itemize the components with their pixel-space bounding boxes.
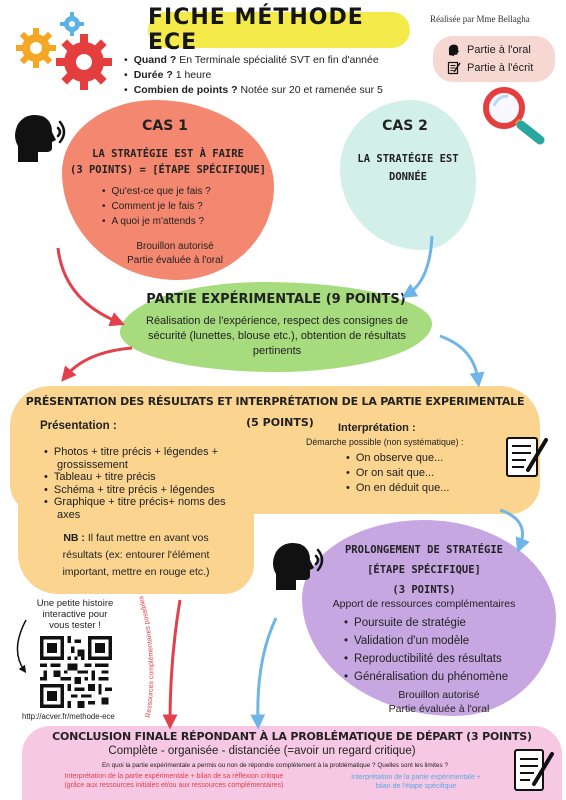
cas1-notes: Brouillon autorisé Partie évaluée à l'oral — [127, 241, 223, 266]
qr-caption: Une petite histoire interactive pour vous tester ! — [36, 598, 114, 631]
list-item: • Schéma + titre précis + légendes — [44, 484, 276, 497]
experimentale-title: PARTIE EXPÉRIMENTALE (9 POINTS) — [146, 292, 406, 307]
cas2-title: CAS 2 — [382, 118, 428, 134]
cas1-subtitle: LA STRATÉGIE EST À FAIRE (3 POINTS) = [ÉTAPE SPÉCIFIQUE] — [70, 148, 266, 176]
list-item: • Comment je le fais ? — [102, 199, 211, 214]
written-note-icon — [512, 746, 556, 796]
list-item: • Or on sait que... — [346, 466, 449, 481]
cas1-title: CAS 1 — [142, 118, 188, 134]
presentation-label: Présentation : — [40, 420, 117, 432]
interpretation-label: Interprétation : — [338, 422, 416, 434]
list-item: • Généralisation du phénomène — [344, 668, 508, 686]
presentation-points: (5 POINTS) — [246, 416, 314, 429]
experimentale-text: Réalisation de l'expérience, respect des consignes de sécurité (lunettes, blouse etc.), obtention de résultats pertinents — [146, 315, 408, 357]
list-item: • Poursuite de stratégie — [344, 614, 508, 632]
prolongement-title: PROLONGEMENT DE STRATÉGIE [ÉTAPE SPÉCIFIQUE] (3 POINTS) — [344, 544, 504, 596]
list-item: • Tableau + titre précis — [44, 471, 276, 484]
list-item: • Graphique + titre précis+ noms des axes — [44, 496, 276, 521]
info-quand: • Quand ? En Terminale spécialité SVT en fin d'année — [124, 53, 383, 68]
info-points: • Combien de points ? Notée sur 20 et ramenée sur 5 — [124, 83, 383, 98]
list-item: • Reproductibilité des résultats — [344, 650, 508, 668]
presentation-nb: NB : Il faut mettre en avant vos résultats (ex: entourer l'élément important, mettre en rouge etc.) — [62, 532, 210, 578]
list-item: • Validation d'un modèle — [344, 632, 508, 650]
arrow-cas2-to-experimentale — [408, 236, 432, 294]
conclusion-left-note: Interprétation de la partie expérimentale + bilan de sa réflexion critique (grâce aux ressources initiales et/ou aux ressources complémentaires) — [64, 773, 284, 789]
interpretation-subtitle: Démarche possible (non systématique) : — [306, 437, 464, 447]
conclusion-right-note: Interprétation de la partie expérimentale + bilan de l'étape spécifique — [351, 774, 481, 790]
conclusion-subtitle: Complète - organisée - distanciée (=avoir un regard critique) — [108, 745, 416, 757]
legend-oral: Partie à l'oral — [447, 43, 531, 57]
legend-ecrit: Partie à l'écrit — [447, 61, 533, 75]
arrow-to-qr — [17, 620, 26, 670]
prolongement-intro: Apport de ressources complémentaires — [332, 598, 516, 610]
arrow-presentation-to-conclusion — [170, 600, 180, 722]
author-credit: Réalisée par Mme Bellagha — [430, 14, 530, 24]
arrow-prolongement-to-conclusion — [258, 618, 276, 722]
prolongement-notes: Brouillon autorisé Partie évaluée à l'oral — [388, 689, 490, 715]
info-duree: • Durée ? 1 heure — [124, 68, 383, 83]
cas2-subtitle: LA STRATÉGIE EST DONNÉE — [357, 153, 459, 183]
list-item: • A quoi je m'attends ? — [102, 214, 211, 229]
arrow-presentation-to-prolongement — [500, 510, 523, 546]
conclusion-question: En quoi la partie expérimentale a permis ou non de répondre complètement à la problématique ? Quelles sont les limites ? — [102, 762, 448, 769]
page-title: FICHE MÉTHODE ECE — [148, 12, 410, 48]
list-item: • On en déduit que... — [346, 481, 449, 496]
arrow-experimentale-to-presentation-right — [440, 336, 478, 380]
list-item: • Qu'est-ce que je fais ? — [102, 184, 211, 199]
list-item: • On observe que... — [346, 451, 449, 466]
list-item: • Photos + titre précis + légendes + grossissement — [44, 446, 276, 471]
qr-url[interactable]: http://acver.fr/methode-ece — [22, 712, 115, 721]
presentation-title: PRÉSENTATION DES RÉSULTATS ET INTERPRÉTATION DE LA PARTIE EXPERIMENTALE — [25, 395, 525, 408]
arrow-cas1-to-experimentale — [58, 248, 118, 322]
curved-label: Ressources complémentaires possibles — [137, 594, 156, 719]
arrow-experimentale-to-presentation-left — [66, 348, 132, 376]
conclusion-title: CONCLUSION FINALE RÉPONDANT À LA PROBLÉMATIQUE DE DÉPART (3 POINTS) — [52, 730, 532, 743]
